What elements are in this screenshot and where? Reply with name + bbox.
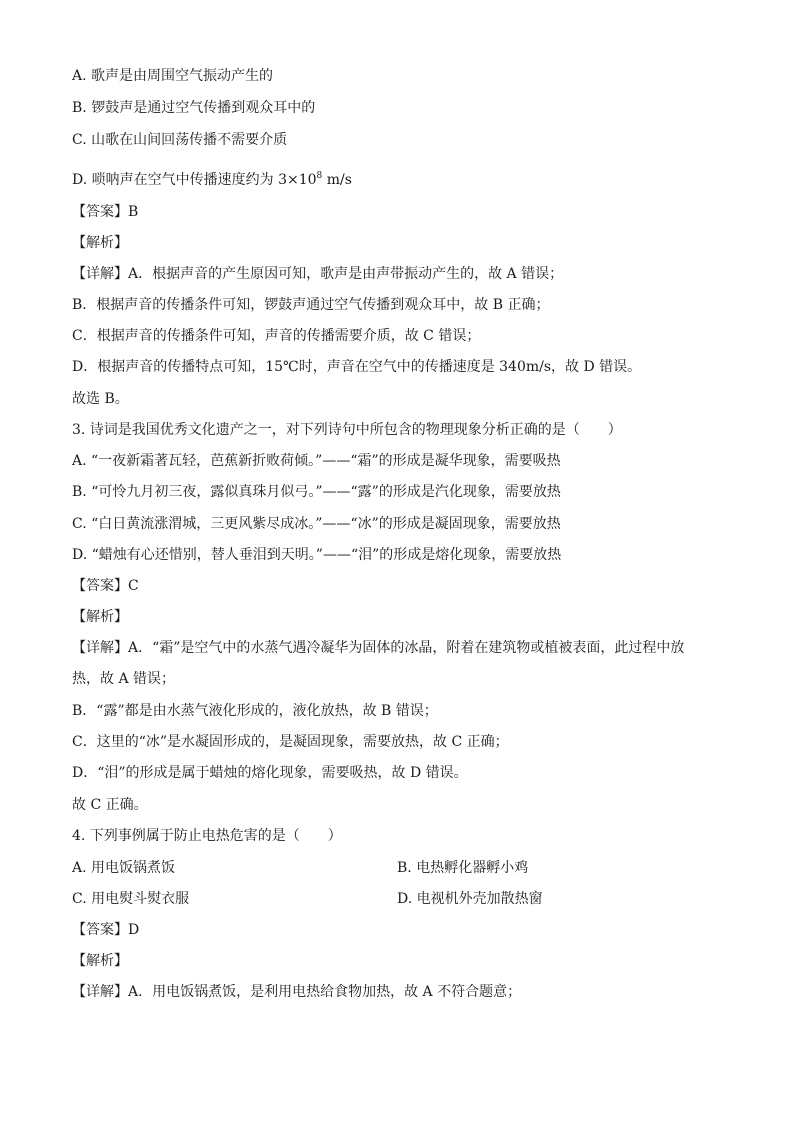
- q2-detail-c: C．根据声音的传播条件可知，声音的传播需要介质，故 C 错误；: [72, 328, 481, 344]
- q2-answer: 【答案】B: [72, 204, 139, 220]
- q2-detail-d: D．根据声音的传播特点可知，15℃时，声音在空气中的传播速度是 340m/s，故 D 错误。: [72, 359, 642, 375]
- q2-option-a: A. 歌声是由周围空气振动产生的: [72, 68, 274, 84]
- q4-analysis-label: 【解析】: [72, 953, 128, 969]
- q3-detail-c: C．这里的“冰”是水凝固形成的，是凝固现象，需要放热，故 C 正确；: [72, 734, 509, 750]
- q4-option-d: D. 电视机外壳加散热窗: [397, 891, 543, 907]
- q3-option-c: C. “白日黄流涨渭城，三更风紫尽成冰。”——“冰”的形成是凝固现象，需要放热: [72, 516, 561, 532]
- q4-detail-a: 【详解】A．用电饭锅煮饭，是利用电热给食物加热，故 A 不符合题意；: [72, 984, 522, 1000]
- q3-detail-d: D．“泪”的形成是属于蜡烛的熔化现象，需要吸热，故 D 错误。: [72, 765, 468, 781]
- q2-analysis-label: 【解析】: [72, 235, 128, 251]
- q4-option-b: B. 电热孵化器孵小鸡: [397, 860, 529, 876]
- q2-option-d-unit: m/s: [322, 172, 352, 188]
- q2-option-d: [72, 166, 352, 186]
- q3-detail-a-line2: 热，故 A 错误；: [72, 671, 176, 687]
- q3-stem: 3. 诗词是我国优秀文化遗产之一，对下列诗句中所包含的物理现象分析正确的是（ ）: [72, 422, 622, 438]
- q4-stem: 4. 下列事例属于防止电热危害的是（ ）: [72, 828, 342, 844]
- q2-option-d-exponent: 8: [316, 171, 323, 181]
- q2-option-b: B. 锣鼓声是通过空气传播到观众耳中的: [72, 100, 316, 116]
- q2-detail-a: 【详解】A．根据声音的产生原因可知，歌声是由声带振动产生的，故 A 错误；: [72, 266, 564, 282]
- q2-detail-b: B．根据声音的传播条件可知，锣鼓声通过空气传播到观众耳中，故 B 正确；: [72, 297, 550, 313]
- q3-option-d: D. “蜡烛有心还惜别，替人垂泪到天明。”——“泪”的形成是熔化现象，需要放热: [72, 547, 562, 563]
- q3-analysis-label: 【解析】: [72, 609, 128, 625]
- q2-option-c: C. 山歌在山间回荡传播不需要介质: [72, 132, 288, 148]
- q2-conclusion: 故选 B。: [72, 391, 129, 407]
- q3-answer: 【答案】C: [72, 578, 139, 594]
- q2-option-d-prefix: D. 唢呐声在空气中传播速度约为 3×10: [72, 172, 317, 188]
- q3-detail-b: B．“露”都是由水蒸气液化形成的，液化放热，故 B 错误；: [72, 703, 438, 719]
- q3-conclusion: 故 C 正确。: [72, 797, 148, 813]
- q4-option-c: C. 用电熨斗熨衣服: [72, 891, 190, 907]
- q4-option-a: A. 用电饭锅煮饭: [72, 860, 176, 876]
- q3-option-b: B. “可怜九月初三夜，露似真珠月似弓。”——“露”的形成是汽化现象，需要放热: [72, 484, 561, 500]
- q3-detail-a-line1: 【详解】A．“霜”是空气中的水蒸气遇冷凝华为固体的冰晶，附着在建筑物或植被表面，此过程中放: [72, 640, 685, 656]
- q3-option-a: A. “一夜新霜著瓦轻，芭蕉新折败荷倾。”——“霜”的形成是凝华现象，需要吸热: [72, 453, 561, 469]
- q4-answer: 【答案】D: [72, 922, 140, 938]
